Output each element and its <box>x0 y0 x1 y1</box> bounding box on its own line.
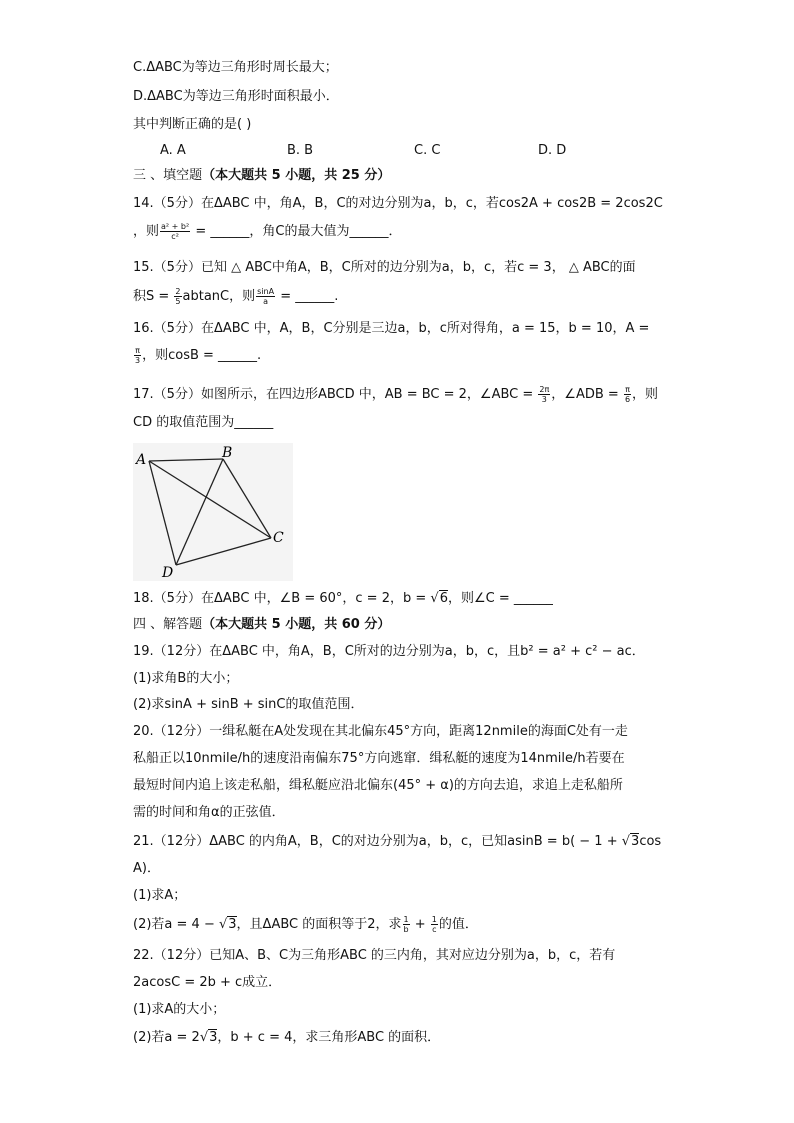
q18-sqrt-sign: √ <box>430 591 439 606</box>
q21-frac2-num: 1 <box>431 915 437 924</box>
q15-line2 <box>133 287 338 306</box>
q22-sqrt: 3 <box>209 1030 218 1045</box>
label-a: A <box>136 452 147 468</box>
q21-end: cos <box>639 834 662 849</box>
section-3-note: （本大题共 5 小题，共 25 分） <box>202 168 391 183</box>
q15-fraction2 <box>256 287 275 306</box>
section-4-note: （本大题共 5 小题，共 60 分） <box>202 617 391 632</box>
q14-fraction <box>160 222 190 241</box>
q19-sub2: (2)求sinA + sinB + sinC的取值范围． <box>133 697 364 712</box>
q17-line2: CD 的取值范围为______ <box>133 415 274 430</box>
q21-sub2-sqrt-sign: √ <box>218 917 228 932</box>
section-4-heading <box>133 616 390 634</box>
q15-line1: 15.（5分）已知 △ ABC中角A，B，C所对的边分别为a，b，c，若c = 3， △ ABC的面 <box>133 260 636 275</box>
option-c-text: C.ΔABC为等边三角形时周长最大； <box>133 60 338 75</box>
q17-frac1-den: 3 <box>541 395 547 404</box>
figure-background <box>133 443 293 581</box>
q21-sub2-sqrt: 3 <box>228 917 237 932</box>
q21-fraction1 <box>403 915 410 934</box>
q21-line2: A)． <box>133 861 160 876</box>
q21-frac1-den: b <box>403 925 409 934</box>
q14-frac-num: a² + b² <box>161 222 190 231</box>
q14-pre: ，则 <box>133 224 160 239</box>
q15-fraction1 <box>174 287 181 306</box>
q21-sqrt: 3 <box>631 834 640 849</box>
q17-pre: 17.（5分）如图所示，在四边形ABCD 中，AB = BC = 2，∠ABC = <box>133 387 538 402</box>
q17-line1 <box>133 385 658 404</box>
section-3-title: 三 、填空题 <box>133 168 203 183</box>
q17-fraction2 <box>624 385 631 404</box>
q15-mid: abtanC，则 <box>182 289 256 304</box>
q16-frac-den: 3 <box>135 356 141 365</box>
q19-sub1: (1)求角B的大小； <box>133 671 239 686</box>
q16-line2 <box>133 346 261 365</box>
q21-sqrt-sign: √ <box>621 834 631 849</box>
q22-sub1: (1)求A的大小； <box>133 1002 226 1017</box>
q21-fraction2 <box>431 915 438 934</box>
q22-line2: 2acosC = 2b + c成立． <box>133 975 282 990</box>
choice-b: B. B <box>287 143 314 158</box>
q15-end: = ______. <box>276 289 339 304</box>
q16-end: ，则cosB = ______. <box>142 348 262 363</box>
quadrilateral-figure <box>133 443 293 581</box>
q17-fraction1 <box>538 385 550 404</box>
q21-frac1-num: 1 <box>403 915 409 924</box>
q17-mid: ，∠ADB = <box>551 387 623 402</box>
q18-sqrt: 6 <box>439 591 448 606</box>
q20-line1: 20.（12分）一缉私艇在A处发现在其北偏东45°方向，距离12nmile的海面C处有一走 <box>133 724 628 739</box>
q17-frac2-num: π <box>625 385 630 394</box>
q15-frac1-num: 2 <box>175 287 181 296</box>
q15-frac2-den: a <box>263 297 269 306</box>
q21-pre: 21.（12分）ΔABC 的内角A，B，C的对边分别为a，b，c，已知asinB = b( − 1 + <box>133 834 622 849</box>
q22-sub2-pre: (2)若a = 2 <box>133 1030 200 1045</box>
q17-frac2-den: 6 <box>624 395 631 404</box>
q18-pre: 18.（5分）在ΔABC 中，∠B = 60°，c = 2，b = <box>133 591 431 606</box>
q17-frac1-num: 2π <box>539 385 550 394</box>
q14-line1: 14.（5分）在ΔABC 中，角A，B，C的对边分别为a，b，c，若cos2A + cos2B = 2cos2C <box>133 196 663 211</box>
q14-line2 <box>133 222 401 241</box>
q16-line1: 16.（5分）在ΔABC 中，A，B，C分别是三边a，b，c所对得角，a = 15，b = 10，A = <box>133 321 650 336</box>
q22-sub2 <box>133 1029 440 1047</box>
q18-line <box>133 590 553 608</box>
q17-end: ，则 <box>632 387 659 402</box>
q21-sub2-end: 的值． <box>438 917 478 932</box>
q19-line1: 19.（12分）在ΔABC 中，角A，B，C所对的边分别为a，b，c，且b² = a² + c² − ac． <box>133 644 645 659</box>
q21-sub2-pre: (2)若a = 4 − <box>133 917 219 932</box>
section-3-heading <box>133 167 390 185</box>
label-d: D <box>162 565 174 581</box>
choice-d: D. D <box>538 143 567 158</box>
q15-frac1-den: 5 <box>175 297 181 306</box>
q22-line1: 22.（12分）已知A、B、C为三角形ABC 的三内角，其对应边分别为a，b，c，若有 <box>133 948 616 963</box>
q18-end: ，则∠C = ______ <box>447 591 553 606</box>
label-c: C <box>273 530 284 546</box>
q21-plus: + <box>410 917 430 932</box>
label-b: B <box>222 445 233 461</box>
q21-sub2 <box>133 915 478 934</box>
q21-sub1: (1)求A； <box>133 888 187 903</box>
q20-line3: 最短时间内追上该走私船，缉私艇应沿北偏东(45° + α)的方向去追，求追上走私船所 <box>133 778 623 793</box>
q20-line2: 私船正以10nmile/h的速度沿南偏东75°方向逃窜．缉私艇的速度为14nmile/h若要在 <box>133 751 625 766</box>
q20-line4: 需的时间和角α的正弦值． <box>133 805 285 820</box>
q16-frac-num: π <box>135 346 140 355</box>
q16-fraction <box>134 346 141 365</box>
question-tail: 其中判断正确的是( ) <box>133 117 252 132</box>
choice-c: C. C <box>414 143 441 158</box>
q15-frac2-num: sinA <box>257 287 275 296</box>
choice-a: A. A <box>160 143 186 158</box>
q14-frac-den: c² <box>171 232 179 241</box>
q22-sub2-end: ，b + c = 4，求三角形ABC 的面积． <box>217 1030 441 1045</box>
q21-frac2-den: c <box>432 925 437 934</box>
q21-sub2-mid: ，且ΔABC 的面积等于2，求 <box>236 917 402 932</box>
option-d-text: D.ΔABC为等边三角形时面积最小． <box>133 89 339 104</box>
q22-sqrt-sign: √ <box>199 1030 209 1045</box>
q15-pre: 积S = <box>133 289 174 304</box>
q21-line1 <box>133 833 661 851</box>
q14-mid: = ______，角C的最大值为______． <box>191 224 402 239</box>
section-4-title: 四 、解答题 <box>133 617 203 632</box>
